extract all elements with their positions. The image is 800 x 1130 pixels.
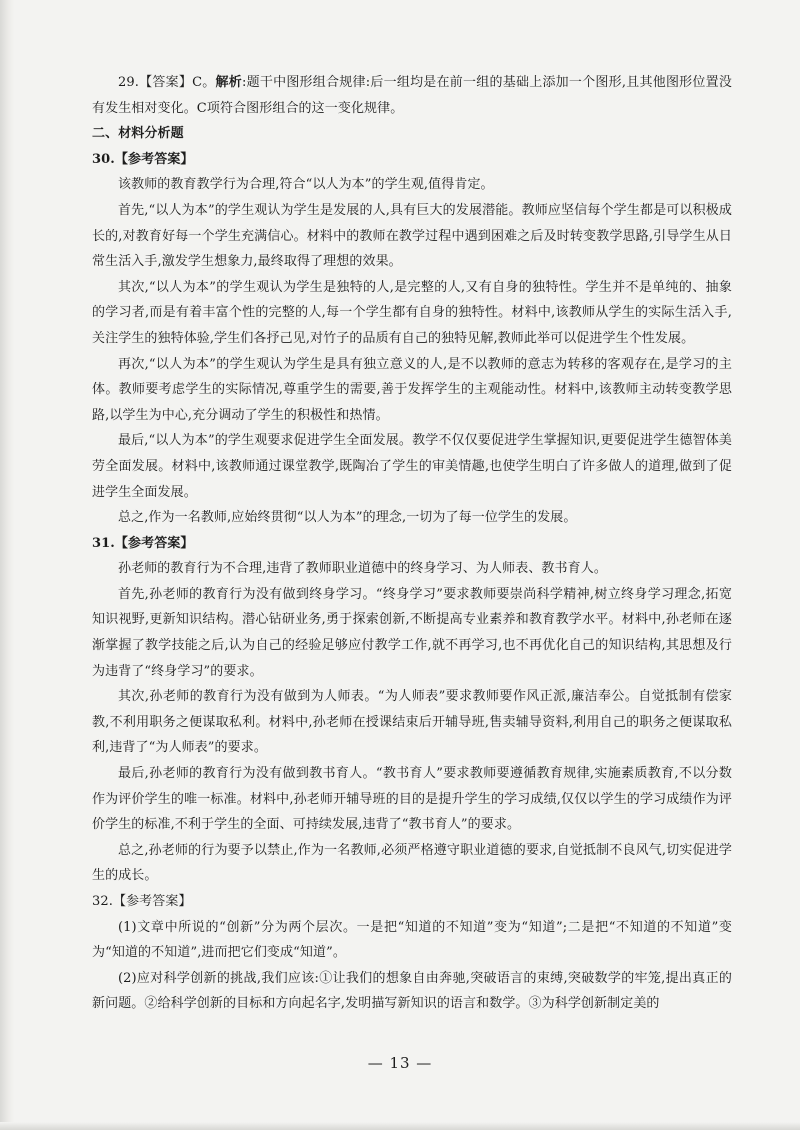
document-body — [92, 70, 732, 1017]
q30-paragraph: 其次,“以人为本”的学生观认为学生是独特的人,是完整的人,又有自身的独特性。学生并不是单纯的、抽象的学习者,而是有着丰富个性的完整的人,每一个学生都有自身的独特性。材料中,该教师从学生的实际生活入手,关注学生的独特体验,学生们各抒己见,对竹子的品质有自己的独特见解,教师此举可以促进学生个性发展。 — [92, 279, 732, 346]
q32-paragraph: (2)应对科学创新的挑战,我们应该:①让我们的想象自由奔驰,突破语言的束缚,突破数学的牢笼,提出真正的新问题。②给科学创新的目标和方向起名字,发明描写新知识的语言和数学。③为科学创新制定美的 — [92, 970, 732, 1012]
page-number: — 13 — — [367, 1054, 433, 1072]
q30-paragraph: 首先,“以人为本”的学生观认为学生是发展的人,具有巨大的发展潜能。教师应坚信每个学生都是可以积极成长的,对教育好每一个学生充满信心。材料中的教师在教学过程中遇到困难之后及时转变教学思路,引导学生从日常生活入手,激发学生想象力,最终取得了理想的效果。 — [92, 202, 732, 270]
q31-paragraph: 总之,孙老师的行为要予以禁止,作为一名教师,必须严格遵守职业道德的要求,自觉抵制不良风气,切实促进学生的成长。 — [92, 842, 732, 884]
q29-answer-tag: 【答案】 — [138, 75, 193, 90]
q31-paragraph: 首先,孙老师的教育行为没有做到终身学习。“终身学习”要求教师要崇尚科学精神,树立终身学习理念,拓宽知识视野,更新知识结构。潜心钻研业务,勇于探索创新,不断提高专业素养和教育教学水平。材料中,孙老师在逐渐掌握了教学技能之后,认为自己的经验足够应付教学工作,就不再学习,也不再优化自己的知识结构,其思想及行为违背了“终身学习”的要求。 — [92, 586, 732, 679]
q29-number: 29. — [118, 75, 139, 90]
q29-answer — [92, 70, 732, 121]
q30-paragraph: 该教师的教育教学行为合理,符合“以人为本”的学生观,值得肯定。 — [118, 177, 494, 193]
q29-explanation: :题干中图形组合规律:后一组均是在前一组的基础上添加一个图形,且其他图形位置没有发生相对变化。C项符合图形组合的这一变化规律。 — [92, 75, 732, 116]
q32-paragraph: (1)文章中所说的“创新”分为两个层次。一是把“知道的不知道”变为“知道”;二是把“不知道的不知道”变为“知道的不知道”,进而把它们变成“知道”。 — [92, 919, 733, 961]
scan-shadow-bottom — [0, 1122, 800, 1130]
q30-paragraph: 总之,作为一名教师,应始终贯彻“以人为本”的理念,一切为了每一位学生的发展。 — [118, 510, 577, 526]
q31-paragraph: 最后,孙老师的教育行为没有做到教书育人。“教书育人”要求教师要遵循教育规律,实施素质教育,不以分数作为评价学生的唯一标准。材料中,孙老师开辅导班的目的是提升学生的学习成绩,仅仅以学生的学习成绩作为评价学生的标准,不利于学生的全面、可持续发展,违背了“教书育人”的要求。 — [92, 766, 732, 833]
q30-paragraph: 最后,“以人为本”的学生观要求促进学生全面发展。教学不仅仅要促进学生掌握知识,更要促进学生德智体美劳全面发展。材料中,该教师通过课堂教学,既陶冶了学生的审美情趣,也使学生明白了许多做人的道理,做到了促进学生全面发展。 — [92, 433, 732, 500]
q31-paragraph: 其次,孙老师的教育行为没有做到为人师表。“为人师表”要求教师要作风正派,廉洁奉公。自觉抵制有偿家教,不利用职务之便谋取私利。材料中,孙老师在授课结束后开辅导班,售卖辅导资料,利用自己的职务之便谋取私利,违背了“为人师表”的要求。 — [92, 689, 732, 756]
q31-paragraph: 孙老师的教育行为不合理,违背了教师职业道德中的终身学习、为人师表、教书育人。 — [118, 561, 607, 577]
q29-answer-value: C。 — [192, 75, 216, 90]
q31-head: 31.【参考答案】 — [92, 535, 194, 551]
q32-head: 32.【参考答案】 — [92, 894, 192, 909]
q30-head: 30.【参考答案】 — [92, 151, 194, 167]
q29-jiexi-label: 解析 — [215, 75, 242, 90]
section-title: 二、材料分析题 — [92, 126, 184, 142]
q30-paragraph: 再次,“以人为本”的学生观认为学生是具有独立意义的人,是不以教师的意志为转移的客观存在,是学习的主体。教师要考虑学生的实际情况,尊重学生的需要,善于发挥学生的主观能动性。材料中,该教师主动转变教学思路,以学生为中心,充分调动了学生的积极性和热情。 — [92, 356, 732, 423]
scan-shadow-left — [0, 0, 14, 1130]
